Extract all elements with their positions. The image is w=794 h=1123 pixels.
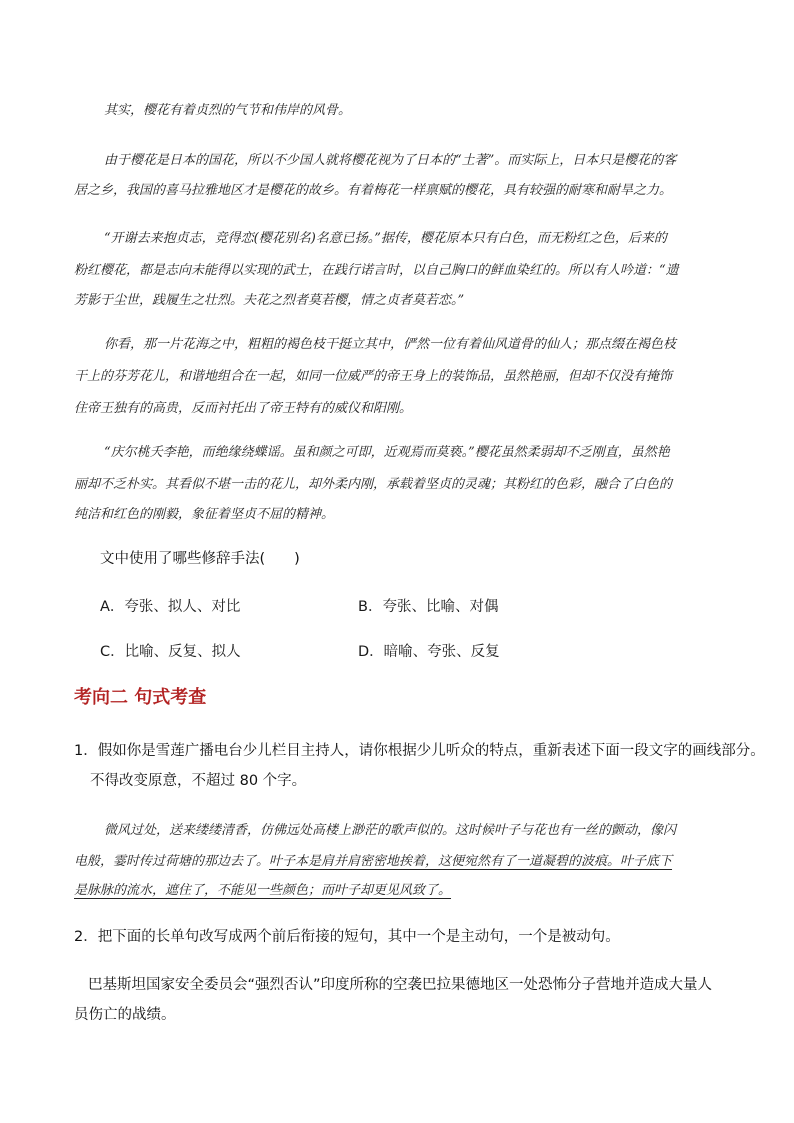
passage-line: 你看，那一片花海之中，粗粗的褐色枝干挺立其中，俨然一位有着仙风道骨的仙人；那点缀在褐色枝 <box>104 337 677 352</box>
question-2-line-1: 2．把下面的长单句改写成两个前后衔接的短句，其中一个是主动句，一个是被动句。 <box>74 929 620 945</box>
passage-line: 纯洁和红色的刚毅，象征着坚贞不屈的精神。 <box>74 507 335 522</box>
passage-line: 居之乡，我国的喜马拉雅地区才是樱花的故乡。有着梅花一样禀赋的樱花，具有较强的耐寒和耐旱之力。 <box>74 183 673 198</box>
question-1-line-1: 1．假如你是雪莲广播电台少儿栏目主持人，请你根据少儿听众的特点，重新表述下面一段文字的画线部分。 <box>74 743 765 759</box>
question-1-line-2: 不得改变原意，不超过 80 个字。 <box>90 773 307 789</box>
passage-line: 微风过处，送来缕缕清香，仿佛远处高楼上渺茫的歌声似的。这时候叶子与花也有一丝的颤动，像闪 <box>104 823 677 838</box>
option-c[interactable]: C．比喻、反复、拟人 <box>100 644 241 660</box>
passage-line: 丽却不乏朴实。其看似不堪一击的花儿，却外柔内刚，承载着坚贞的灵魂；其粉红的色彩，融合了白色的 <box>74 477 673 492</box>
question-2-passage-line-2: 员伤亡的战绩。 <box>74 1007 176 1023</box>
passage-line: “庆尔桃夭李艳，而绝缘绕蝶谣。虽和颜之可即，近观焉而莫亵。”樱花虽然柔弱却不乏刚直，虽然艳 <box>104 445 670 460</box>
passage-paragraph-1: 其实，樱花有着贞烈的气节和伟岸的风骨。 <box>104 103 352 118</box>
passage-line: 由于樱花是日本的国花，所以不少国人就将樱花视为了日本的“土著”。而实际上，日本只是樱花的客 <box>104 153 677 168</box>
passage-line: “开谢去来抱贞志，竞得恋(樱花别名)名意已扬。”据传，樱花原本只有白色，而无粉红之色，后来的 <box>104 231 667 246</box>
underlined-text: 叶子本是肩并肩密密地挨着，这便宛然有了一道凝碧的波痕。叶子底下 <box>269 854 673 869</box>
question-2-passage-line-1: 巴基斯坦国家安全委员会“强烈否认”印度所称的空袭巴拉果德地区一处恐怖分子营地并造成大量人 <box>88 977 713 993</box>
passage-line: 干上的芬芳花儿，和谐地组合在一起，如同一位威严的帝王身上的装饰品，虽然艳丽，但却不仅没有掩饰 <box>74 369 673 384</box>
option-b[interactable]: B．夸张、比喻、对偶 <box>358 599 499 615</box>
section-heading: 考向二 句式考查 <box>74 687 207 708</box>
plain-text: 电般，霎时传过荷塘的那边去了。 <box>74 854 270 869</box>
passage-line: 住帝王独有的高贵，反而衬托出了帝王特有的威仪和阳刚。 <box>74 401 413 416</box>
passage-line: 粉红樱花，都是志向未能得以实现的武士，在践行诺言时，以自己胸口的鲜血染红的。所以有人吟道：“遗 <box>74 263 679 278</box>
passage-line: 芳影于尘世，践履生之壮烈。夫花之烈者莫若樱，情之贞者莫若恋。” <box>74 293 465 308</box>
question-stem: 文中使用了哪些修辞手法( ) <box>100 551 300 567</box>
option-a[interactable]: A．夸张、拟人、对比 <box>100 599 241 615</box>
underlined-text: 是脉脉的流水，遮住了，不能见一些颜色；而叶子却更见风致了。 <box>74 883 452 898</box>
option-d[interactable]: D．暗喻、夸张、反复 <box>358 644 500 660</box>
